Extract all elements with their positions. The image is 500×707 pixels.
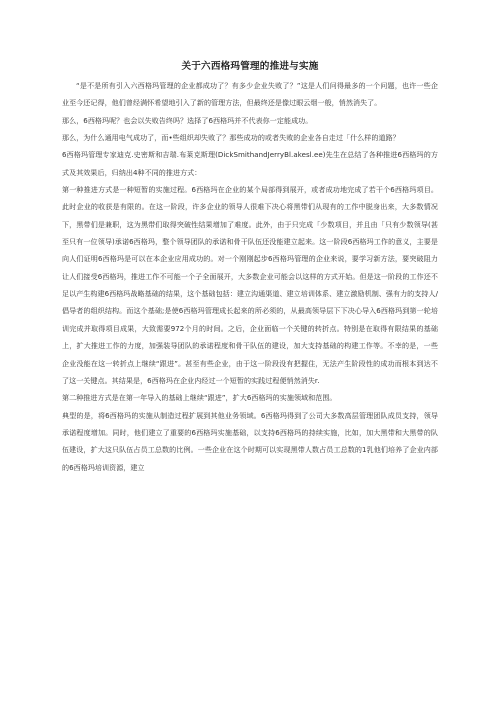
body-paragraph: 典型的是，将6西格玛的实施从制造过程扩展到其他业务领域。6西格玛得到了公司大多数高层管理团队成员支持，领导承诺程度增加。同时，他们建立了重要的6西格玛实施基础，以支持6西格玛的持续实施，比如，加大黑带和大黑带的队伍建设，扩大这只队伍占员工总数的比例。一些企业在这个时期可以实现黑带人数占员工总数的1乳他们培养了企业内部的6西格玛培训资源，建立	[62, 410, 438, 472]
body-paragraph: 第一种推进方式是一种短暂的实施过程。6西格玛在企业的某个局部得到展开，或者成功地完成了若干个6西格玛项目。此时企业的收获是有限的。在这一阶段，许多企业的领导人很难下决心将黑带们从现有的工作中脱身出来，大多数情况下，黑带们是兼职，这为黑带们取得突破性结果增加了难度。此外，由于只完成「少数项目，并且由「只有少数领导(甚至只有一位领导)承诺6西格玛，整个领导团队的承诺和骨干队伍还没能建立起来。这一阶段6西格玛工作的意义，主要是向人们证明6西格玛是可以在本企业应用成功的。对一个刚刚起步6西格玛管理的企业来说，要学习新方法，要突破阻力让人们接受6西格玛，推进工作不可能一个子全面展开，大多数企业可能会以这样的方式开始。但是这一阶段的工作还不足以产生构建6西格玛战略基础的结果，这个基础包括：建立沟通渠道、建立培训体系、建立激励机制、强有力的支持人/倡导者的组织结构。而这个基础;是使6西格玛管理成长起来的所必须的，从最高领导层下下决心导入6西格玛到第一轮培训完成并取得项目成果，大致需要972个月的时间。之后，企业面临一个关键的转折点。特别是在取得有限结果的基础上，扩大推进工作的力度，加强装导团队的承诺程度和骨干队伍的建设，加大支持基础的构建工作等。不幸的是，一些企业没能在这一转折点上继续“跟进”。甚至有些企业，由于这一阶段没有把握住，无法产生阶段性的成功而根本到达不了这一关键点。其结果是，6西格玛在企业内经过一个短暂的实践过程便悄然消失r.	[62, 185, 438, 385]
body-paragraph: “是不是所有引入六西格玛管理的企业都成功了？有多少企业失败了？”这是人们问得最多的一个问题，也许一些企业至今还记得，他们曾经满怀希望地引入了新的管理方法，但最终还是像过眼云烟一般，悄然消失了。	[62, 81, 438, 108]
body-paragraph: 第二种推进方式是在第一年导入的基础上继续“跟进”，扩大6西格玛的实施领域和范围。	[62, 393, 337, 403]
document-title: 关于六西格玛管理的推进与实施	[181, 61, 319, 72]
body-paragraph: 6西格玛管理专家迪克.史密斯和吉瑞.布莱克斯理(DickSmithandJerryBl.akesl.ee)先生在总结了各种推进6西格玛的方式及其效果后，归纳出4种不同的推进方式：	[62, 150, 438, 177]
body-paragraph: 那么，为什么通用电气成功了，而•些组织却失败了？那些成功的或者失败的企业各自走过「什么样的道路？	[62, 133, 400, 143]
body-paragraph: 那么，6西格玛呢？也会以失败告终吗？选择了6西格玛并不代表你一定能成功。	[62, 115, 313, 125]
document-body	[62, 77, 438, 476]
